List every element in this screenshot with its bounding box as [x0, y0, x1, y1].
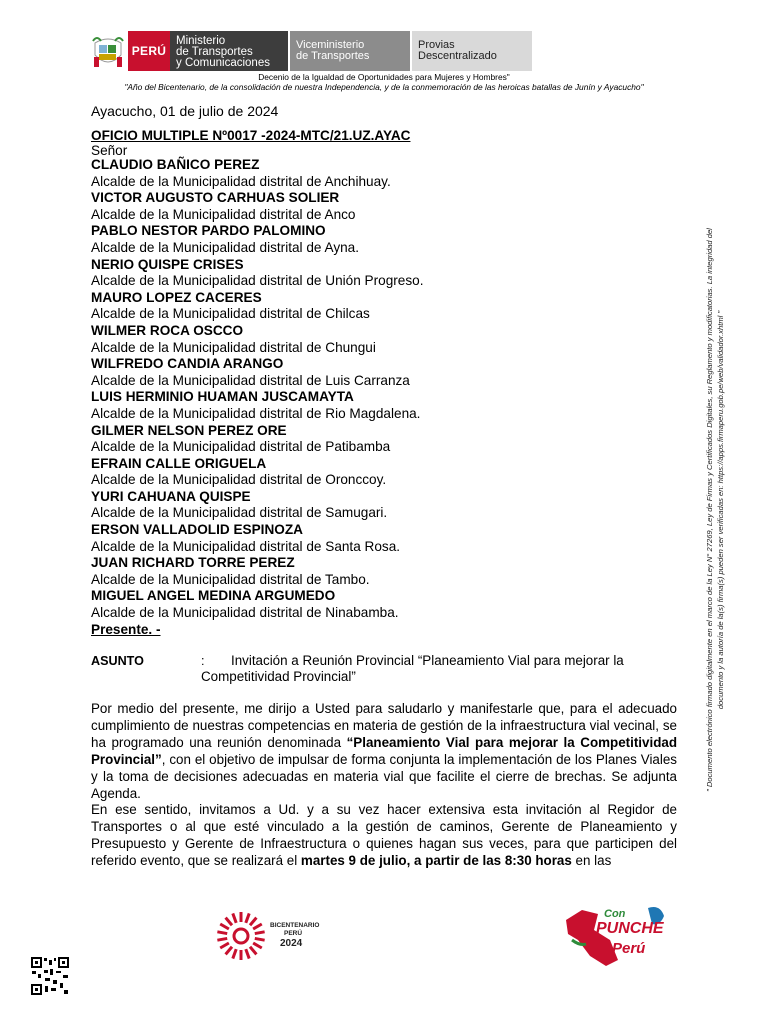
recipient-role: Alcalde de la Municipalidad distrital de Samugari. [91, 505, 388, 521]
bicent-line3: 2024 [280, 938, 303, 949]
recipient-name: VICTOR AUGUSTO CARHUAS SOLIER [91, 190, 340, 206]
paragraph-2 [91, 801, 677, 869]
oficio-number: OFICIO MULTIPLE Nº0017 -2024-MTC/21.UZ.AYAC [91, 128, 411, 143]
recipient-name: WILMER ROCA OSCCO [91, 322, 244, 338]
ministry-line1: Ministerio [176, 34, 226, 47]
bicentenario-logo [214, 908, 324, 964]
recipient-name: EFRAIN CALLE ORIGUELA [91, 455, 267, 471]
recipient-item [91, 323, 681, 356]
asunto-colon: : [201, 654, 205, 668]
p2-event-date: martes 9 de julio, a partir de las 8:30 horas [300, 853, 572, 868]
p2-start: En ese sentido, invitamos a Ud. y a su vez hacer extensiva esta invitación al Regidor de Transportes o al que esté vinculado a la gestión de caminos, Gerente de Planeamiento y Presupuesto y Gerente de Infraestructura o quienes hagan sus veces, para que participen del referido evento, que se realizará el [91, 802, 677, 868]
recipient-role: Alcalde de la Municipalidad distrital de Anco [91, 206, 356, 222]
digital-signature-note [700, 190, 742, 830]
recipient-role: Alcalde de la Municipalidad distrital de Ayna. [91, 239, 360, 255]
digital-signature-text [704, 190, 726, 830]
recipient-item [91, 157, 681, 190]
recipient-role: Alcalde de la Municipalidad distrital de Rio Magdalena. [91, 405, 421, 421]
punche-con: Con [604, 908, 626, 920]
recipient-name: ERSON VALLADOLID ESPINOZA [91, 522, 303, 538]
recipient-name: CLAUDIO BAÑICO PEREZ [91, 157, 260, 172]
bicent-line1: BICENTENARIO [270, 922, 320, 929]
recipient-item [91, 190, 681, 223]
recipient-role: Alcalde de la Municipalidad distrital de Tambo. [91, 571, 370, 587]
signature-note-line1: " Documento electrónico firmado digitalmente en el marco de la Ley N° 27269, Ley de Firmas y Certificados Digitales, su Reglamento y modificatorias. La integridad del [705, 228, 714, 792]
year-motto: "Año del Bicentenario, de la consolidación de nuestra Independencia, y de la conmemoración de las heroicas batallas de Junín y Ayacucho" [124, 82, 644, 92]
signature-note-line2: documento y la autoría de la(s) firma(s) pueden ser verificadas en: https://apps.firmaperu.gob.pe/web/validador.xhtml " [716, 310, 725, 710]
punche-main: PUNCHE [596, 920, 664, 937]
recipient-name: YURI CAHUANA QUISPE [91, 488, 251, 504]
prov-line1: Provias [418, 39, 455, 51]
asunto-line2: Competitividad Provincial” [201, 669, 356, 684]
recipient-name: PABLO NESTOR PARDO PALOMINO [91, 223, 326, 239]
letter-date: Ayacucho, 01 de julio de 2024 [91, 103, 279, 119]
p1-event-name: “Planeamiento Vial para mejorar la Competitividad Provincial” [91, 735, 677, 767]
recipient-role: Alcalde de la Municipalidad distrital de Chilcas [91, 306, 370, 322]
con-punche-peru-logo [560, 900, 672, 972]
recipient-item [91, 356, 681, 389]
viceministry-name [290, 31, 410, 71]
vice-line1: Viceministerio [296, 39, 365, 51]
presente-line: Presente. - [91, 621, 161, 637]
recipient-name: JUAN RICHARD TORRE PEREZ [91, 555, 295, 571]
ministry-banner [88, 31, 532, 71]
coat-of-arms-icon [88, 31, 128, 71]
salutation: Señor [91, 143, 128, 158]
peru-label: PERÚ [128, 31, 170, 71]
recipient-item [91, 290, 681, 323]
recipient-role: Alcalde de la Municipalidad distrital de Santa Rosa. [91, 538, 401, 554]
ministry-line3: y Comunicaciones [176, 56, 270, 69]
paragraph-1 [91, 700, 677, 802]
recipient-role: Alcalde de la Municipalidad distrital de Chungui [91, 339, 376, 355]
recipient-name: LUIS HERMINIO HUAMAN JUSCAMAYTA [91, 389, 354, 405]
recipient-name: MAURO LOPEZ CACERES [91, 289, 262, 305]
qr-code-icon [30, 956, 70, 996]
asunto-label: ASUNTO [91, 654, 144, 668]
bicent-line2: PERÚ [284, 930, 303, 937]
recipient-list [91, 157, 681, 638]
recipient-role: Alcalde de la Municipalidad distrital de Unión Progreso. [91, 273, 424, 289]
recipient-name: GILMER NELSON PEREZ ORE [91, 422, 287, 438]
vice-line2: de Transportes [296, 50, 370, 62]
prov-line2: Descentralizado [418, 50, 497, 62]
recipient-name: NERIO QUISPE CRISES [91, 256, 244, 272]
asunto-line1: Invitación a Reunión Provincial “Planeamiento Vial para mejorar la [231, 653, 624, 668]
provias-name [412, 31, 532, 71]
recipient-role: Alcalde de la Municipalidad distrital de Patibamba [91, 439, 391, 455]
p1-start: Por medio del presente, me dirijo a Usted para saludarlo y manifestarle que, para el adecuado cumplimiento de nuestras competencias en materia de gestión de la infraestructura vial vecinal, se ha programado una reunión denominada [91, 701, 677, 750]
recipient-item [91, 423, 681, 456]
recipient-item [91, 555, 681, 588]
p2-end: en las [571, 853, 612, 868]
recipient-item [91, 522, 681, 555]
ministry-name [170, 31, 288, 71]
recipient-role: Alcalde de la Municipalidad distrital de Ninabamba. [91, 605, 399, 621]
ministry-line2: de Transportes [176, 45, 253, 58]
recipient-name: WILFREDO CANDIA ARANGO [91, 356, 284, 372]
bicentenario-emblem-icon [214, 908, 270, 964]
recipient-item [91, 456, 681, 489]
recipient-item [91, 588, 681, 621]
recipient-role: Alcalde de la Municipalidad distrital de Anchihuay. [91, 173, 391, 189]
recipient-role: Alcalde de la Municipalidad distrital de Oronccoy. [91, 472, 387, 488]
recipient-item [91, 257, 681, 290]
decenio-line: Decenio de la Igualdad de Oportunidades para Mujeres y Hombres" [258, 72, 510, 82]
punche-peru: Perú [612, 940, 646, 957]
p1-end: , con el objetivo de impulsar de forma conjunta la implementación de los Planes Viales y la toma de decisiones adecuadas en materia vial que facilite el cierre de brechas. Se adjunta Agenda. [91, 752, 677, 801]
recipient-name: MIGUEL ANGEL MEDINA ARGUMEDO [91, 588, 336, 604]
recipient-item [91, 389, 681, 422]
recipient-item [91, 223, 681, 256]
recipient-item [91, 489, 681, 522]
recipient-role: Alcalde de la Municipalidad distrital de Luis Carranza [91, 372, 410, 388]
